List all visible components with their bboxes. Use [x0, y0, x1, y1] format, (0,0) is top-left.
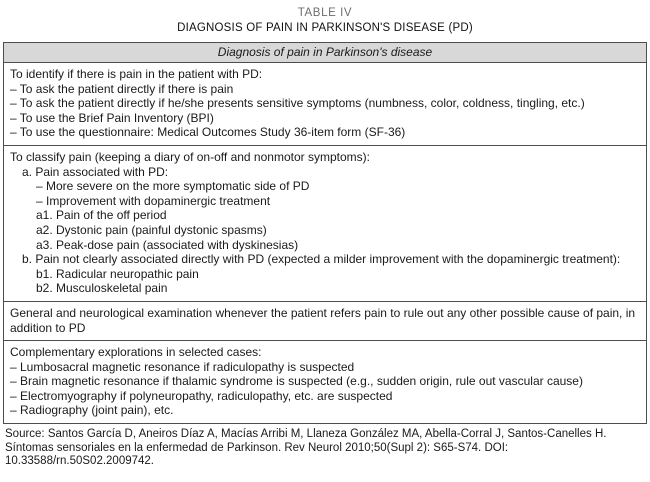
table-line: – Improvement with dopaminergic treatment: [36, 193, 271, 208]
table-header-row: [4, 43, 646, 63]
section-examination: [4, 302, 646, 341]
table-line: – To use the questionnaire: Medical Outcomes Study 36-item form (SF-36): [10, 125, 406, 140]
table-line: To classify pain (keeping a diary of on-off and nonmotor symptoms):: [10, 149, 370, 164]
table-line: Complementary explorations in selected cases:: [10, 345, 262, 360]
table-line: – Lumbosacral magnetic resonance if radiculopathy is suspected: [10, 359, 355, 374]
table-line: To identify if there is pain in the patient with PD:: [10, 67, 263, 81]
table-line: b1. Radicular neuropathic pain: [36, 266, 199, 281]
table-line: a2. Dystonic pain (painful dystonic spasms): [36, 222, 267, 237]
diagnosis-table: [3, 42, 647, 424]
table-line: – To use the Brief Pain Inventory (BPI): [10, 110, 214, 125]
table-line: a3. Peak-dose pain (associated with dyskinesias): [36, 237, 299, 252]
section-classify-pain: [4, 146, 646, 302]
table-line: b. Pain not clearly associated directly with PD (expected a milder improvement with the dopaminergic treatment):: [22, 252, 621, 267]
table-caption: DIAGNOSIS OF PAIN IN PARKINSON'S DISEASE (PD): [177, 22, 473, 34]
table-number: TABLE IV: [297, 7, 353, 19]
source-citation: Source: Santos García D, Aneiros Díaz A, Macías Arribi M, Llaneza González MA, Abella-Corral J, Santos-Canelles H. Síntomas sensoriales en la enfermedad de Parkinson. Rev Neurol 2010;50(Supl 2): S65-S74. DOI: 10.33588/rn.50S02.2009742.: [5, 428, 607, 468]
table-line: a1. Pain of the off period: [36, 208, 167, 223]
table-line: – Brain magnetic resonance if thalamic syndrome is suspected (e.g., sudden origin, rule out vascular cause): [10, 374, 583, 389]
table-line: – Electromyography if polyneuropathy, radiculopathy, etc. are suspected: [10, 388, 393, 403]
table-line: – More severe on the more symptomatic side of PD: [36, 179, 310, 194]
table-line: – To ask the patient directly if there is pain: [10, 81, 234, 96]
table-line: – Radiography (joint pain), etc.: [10, 403, 174, 418]
table-header-text: Diagnosis of pain in Parkinson's disease: [217, 45, 433, 59]
section-identify-pain: [4, 63, 646, 146]
table-line: b2. Musculoskeletal pain: [36, 281, 168, 296]
table-line: – To ask the patient directly if he/she presents sensitive symptoms (numbness, color, coldness, tingling, etc.): [10, 96, 585, 111]
table-line: a. Pain associated with PD:: [22, 164, 169, 179]
table-title-block: [3, 6, 647, 35]
table-line: General and neurological examination whenever the patient refers pain to rule out any other possible cause of pain, in addition to PD: [10, 305, 636, 335]
section-complementary-explorations: [4, 341, 646, 423]
